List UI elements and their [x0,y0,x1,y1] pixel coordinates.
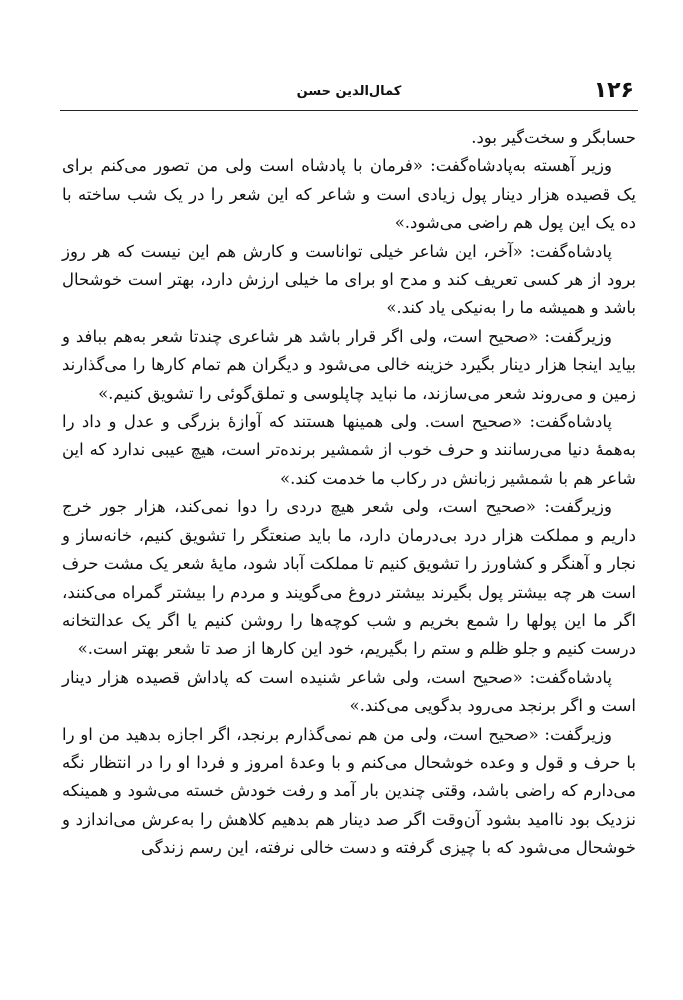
header-rule [60,110,638,111]
paragraph: حسابگر و سخت‌گیر بود. [471,128,636,147]
paragraph: وزیر آهسته به‌پادشاه‌گفت: «فرمان با پادشاه است ولی من تصور می‌کنم برای یک قصیده هزار دینار پول زیادی است و شاعر که این شعر را در یک شب ساخته با ده یک این پول هم راضی می‌شود.» [62,156,636,233]
page-number: ۱۲۶ [593,78,634,103]
paragraph: وزیرگفت: «صحیح است، ولی من هم نمی‌گذارم برنجد، اگر اجازه بدهید من او را با حرف و قول و وعده خوشحال می‌کنم و با وعدهٔ امروز و فردا او را در انتظار نگه می‌دارم که راضی باشد، وقتی چندین بار آمد و رفت خودش خسته می‌شود و همینکه نزدیک بود ناامید بشود آن‌وقت اگر صد دینار هم بدهیم کلاهش را به‌عرش می‌اندازد و خوشحال می‌شود که با چیزی گرفته و دست خالی نرفته، این رسم زندگی [62,724,636,858]
running-title: کمال‌الدین حسن [296,84,402,99]
page-header [60,78,638,108]
paragraph: پادشاه‌گفت: «صحیح است، ولی شاعر شنیده است که پاداش قصیده هزار دینار است و اگر برنجد می‌رود بدگویی می‌کند.» [62,667,636,716]
paragraph: وزیرگفت: «صحیح است، ولی اگر قرار باشد هر شاعری چندتا شعر به‌هم ببافد و بیاید اینجا هزار دینار بگیرد خزینه خالی می‌شود و دیگران هم تمام کارها را می‌گذارند زمین و می‌روند شعر می‌سازند، ما نباید چاپلوسی و تملق‌گوئی را تشویق کنیم.» [62,326,636,403]
paragraph: پادشاه‌گفت: «صحیح است. ولی همینها هستند که آوازهٔ بزرگی و عدل و داد را به‌همهٔ دنیا می‌رسانند و حرف خوب از شمشیر برنده‌تر است، هیچ عیبی ندارد که این شاعر هم با شمشیر زبانش در رکاب ما خدمت کند.» [62,412,636,488]
paragraph: وزیرگفت: «صحیح است، ولی شعر هیچ دردی را دوا نمی‌کند، هزار جور خرج داریم و مملکت هزار درد بی‌درمان دارد، ما باید صنعتگر را تشویق کنیم، خانه‌ساز و نجار و آهنگر و کشاورز را تشویق کنیم تا مملکت آباد شود، مایهٔ شعر یک مشت حرف است هر چه بیشتر پول بگیرند بیشتر دروغ می‌گویند و مردم را بیشتر گمراه می‌کنند، اگر ما این پولها را شمع بخریم و شب کوچه‌ها را روشن کنیم یا اگر یک عدالتخانه درست کنیم و جلو ظلم و ستم را بگیریم، خود این کارها از صد تا شعر بهتر است.» [62,497,636,659]
paragraph: پادشاه‌گفت: «آخر، این شاعر خیلی تواناست و کارش هم این نیست که هر روز برود از هر کسی تعریف کند و مدح او برای ما خیلی ارزش دارد، بهتر است خوشحال باشد و همیشه ما را به‌نیکی یاد کند.» [62,241,636,318]
page-body [62,124,636,863]
